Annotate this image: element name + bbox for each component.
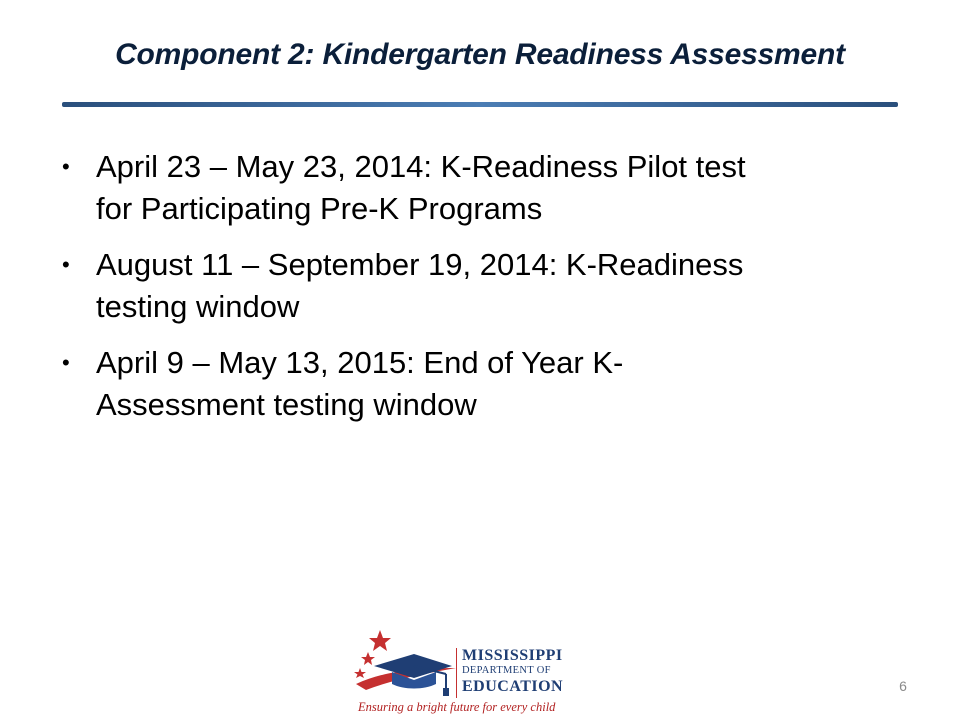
logo-divider xyxy=(456,648,457,698)
graduation-cap-star-icon xyxy=(352,628,458,700)
bullet-list xyxy=(62,146,922,440)
mde-logo xyxy=(352,628,608,716)
bullet-item-3 xyxy=(62,342,922,426)
logo-wordmark xyxy=(462,648,563,695)
slide-title: Component 2: Kindergarten Readiness Assessment xyxy=(115,38,845,71)
title-divider xyxy=(62,102,898,107)
bullet-2-line-1: August 11 – September 19, 2014: K-Readiness xyxy=(96,247,744,282)
bullet-item-2 xyxy=(62,244,922,328)
logo-line-3: EDUCATION xyxy=(462,677,564,695)
logo-line-2: DEPARTMENT OF xyxy=(462,665,551,676)
bullet-2-line-2: testing window xyxy=(96,289,300,324)
bullet-3-line-1: April 9 – May 13, 2015: End of Year K- xyxy=(96,345,624,380)
page-number: 6 xyxy=(899,678,907,694)
bullet-3-line-2: Assessment testing window xyxy=(96,387,477,422)
bullet-item-1 xyxy=(62,146,922,230)
bullet-1-line-1: April 23 – May 23, 2014: K-Readiness Pilot test xyxy=(96,149,746,184)
logo-line-1: MISSISSIPPI xyxy=(462,647,563,664)
bullet-dot-icon: • xyxy=(62,350,70,375)
logo-tagline: Ensuring a bright future for every child xyxy=(358,700,556,714)
bullet-1-line-2: for Participating Pre-K Programs xyxy=(96,191,543,226)
bullet-dot-icon: • xyxy=(62,154,70,179)
bullet-dot-icon: • xyxy=(62,252,70,277)
